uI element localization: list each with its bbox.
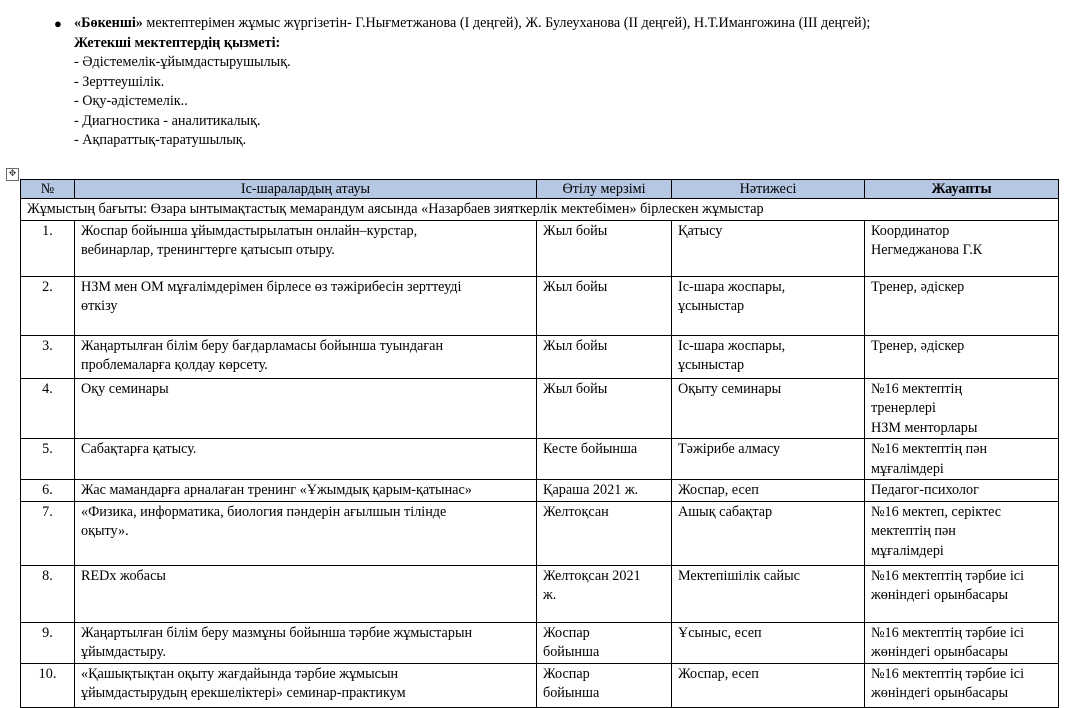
- event-result: [672, 276, 865, 335]
- row-number: 2.: [21, 276, 75, 335]
- event-result: [672, 622, 865, 663]
- row-number: 3.: [21, 335, 75, 378]
- event-result: [672, 335, 865, 378]
- event-responsible: [865, 335, 1059, 378]
- event-name-line: ұйымдастыру.: [81, 644, 166, 660]
- event-name-line: вебинарлар, тренингтерге қатысып отыру.: [81, 242, 335, 258]
- event-name-line: Жас мамандарға арналаған тренинг «Ұжымдық қарым-қатынас»: [81, 482, 472, 498]
- event-name-line: REDx жобасы: [81, 567, 166, 584]
- event-deadline-line: ж.: [543, 587, 557, 603]
- function-item: - Оқу-әдістемелік..: [74, 93, 188, 109]
- event-result-line: Іс-шара жоспары,: [678, 278, 786, 295]
- event-name: [75, 220, 537, 276]
- event-result: [672, 220, 865, 276]
- table-row: [21, 276, 1059, 335]
- bullet-text: мектептерімен жұмыс жүргізетін- Г.Нығметжанова (І деңгей), Ж. Булеуханова (ІІ деңгей), Н.Т.Имангожина (ІІІ деңгей);: [142, 15, 871, 31]
- event-responsible: [865, 622, 1059, 663]
- header-responsible: Жауапты: [865, 180, 1059, 199]
- event-deadline: [537, 378, 672, 439]
- event-result: [672, 378, 865, 439]
- event-responsible-line: мұғалімдері: [871, 460, 944, 477]
- event-result: [672, 439, 865, 480]
- event-deadline: [537, 439, 672, 480]
- event-name: [75, 480, 537, 502]
- event-responsible-line: №16 мектеп, серіктес: [871, 503, 1002, 520]
- school-name: «Бөкенші»: [74, 15, 143, 31]
- event-responsible-line: мектептің пән: [871, 523, 956, 539]
- row-number: 7.: [21, 501, 75, 565]
- event-name-line: НЗМ мен ОМ мұғалімдерімен бірлесе өз тәжірибесін зерттеуді: [81, 278, 462, 295]
- event-name-line: Жаңартылған білім беру мазмұны бойынша тәрбие жұмыстарын: [81, 624, 473, 641]
- table-row: [21, 663, 1059, 707]
- event-deadline: [537, 622, 672, 663]
- event-deadline-line: Жоспар: [543, 665, 590, 682]
- event-responsible-line: жөніндегі орынбасары: [871, 587, 1009, 603]
- event-result-line: Тәжірибе алмасу: [678, 441, 781, 457]
- table-row: [21, 480, 1059, 502]
- event-responsible-line: Тренер, әдіскер: [871, 337, 965, 354]
- event-responsible: [865, 378, 1059, 439]
- table-header-row: [21, 180, 1059, 199]
- event-result: [672, 663, 865, 707]
- event-result: [672, 501, 865, 565]
- header-num: №: [21, 180, 75, 199]
- event-name-line: Сабақтарға қатысу.: [81, 441, 197, 457]
- event-responsible-line: №16 мектептің: [871, 380, 963, 397]
- table-row: [21, 622, 1059, 663]
- event-responsible: [865, 565, 1059, 622]
- function-item: - Әдістемелік-ұйымдастырушылық.: [74, 54, 291, 70]
- event-responsible: [865, 663, 1059, 707]
- event-responsible-line: мұғалімдері: [871, 542, 944, 559]
- event-responsible-line: №16 мектептің тәрбие ісі: [871, 624, 1025, 641]
- event-deadline-line: Желтоқсан: [543, 503, 609, 520]
- function-item: - Ақпараттық-таратушылық.: [74, 132, 247, 148]
- event-name: [75, 378, 537, 439]
- event-deadline-line: Кесте бойынша: [543, 441, 638, 457]
- event-responsible: [865, 480, 1059, 502]
- event-responsible-line: жөніндегі орынбасары: [871, 644, 1009, 660]
- event-deadline: [537, 663, 672, 707]
- event-responsible: [865, 439, 1059, 480]
- event-name: [75, 439, 537, 480]
- intro-block: [52, 14, 1052, 151]
- event-deadline-line: Жыл бойы: [543, 337, 608, 354]
- table-row: [21, 501, 1059, 565]
- event-deadline: [537, 220, 672, 276]
- event-responsible-line: Негмеджанова Г.К: [871, 242, 983, 258]
- event-responsible-line: Тренер, әдіскер: [871, 278, 965, 295]
- function-item: - Диагностика - аналитикалық.: [74, 112, 261, 129]
- event-name: [75, 622, 537, 663]
- event-result: [672, 565, 865, 622]
- header-deadline: Өтілу мерзімі: [537, 180, 672, 199]
- event-result-line: ұсыныстар: [678, 357, 745, 373]
- event-name: [75, 276, 537, 335]
- section-row: [21, 199, 1059, 221]
- event-name: [75, 335, 537, 378]
- bullet-paragraph: [52, 14, 1052, 34]
- event-responsible: [865, 220, 1059, 276]
- event-deadline: [537, 335, 672, 378]
- event-name-line: өткізу: [81, 298, 118, 314]
- event-responsible-line: жөніндегі орынбасары: [871, 685, 1009, 701]
- event-responsible-line: Координатор: [871, 222, 950, 239]
- event-deadline-line: бойынша: [543, 644, 600, 660]
- event-responsible: [865, 501, 1059, 565]
- event-deadline-line: Жыл бойы: [543, 380, 608, 397]
- table-row: [21, 565, 1059, 622]
- event-deadline: [537, 276, 672, 335]
- event-responsible-line: №16 мектептің тәрбие ісі: [871, 665, 1025, 682]
- event-deadline-line: Желтоқсан 2021: [543, 567, 641, 584]
- table-move-handle-icon[interactable]: ✥: [6, 168, 19, 181]
- event-deadline-line: бойынша: [543, 685, 600, 701]
- header-result: Нәтижесі: [672, 180, 865, 199]
- row-number: 8.: [21, 565, 75, 622]
- event-result-line: Мектепішілік сайыс: [678, 567, 800, 584]
- event-name-line: Оқу семинары: [81, 380, 169, 397]
- event-deadline-line: Қараша 2021 ж.: [543, 482, 639, 498]
- event-deadline-line: Жоспар: [543, 624, 590, 641]
- row-number: 4.: [21, 378, 75, 439]
- event-responsible-line: тренерлері: [871, 400, 936, 416]
- table-row: [21, 378, 1059, 439]
- row-number: 9.: [21, 622, 75, 663]
- function-item: - Зерттеушілік.: [74, 73, 165, 90]
- event-result-line: Оқыту семинары: [678, 380, 782, 397]
- event-name: [75, 565, 537, 622]
- event-name-line: проблемаларға қолдау көрсету.: [81, 357, 268, 373]
- row-number: 6.: [21, 480, 75, 502]
- event-responsible-line: Педагог-психолог: [871, 482, 979, 498]
- functions-list: [52, 34, 1052, 151]
- section-title: Жұмыстың бағыты: Өзара ынтымақтастық мемарандум аясында «Назарбаев зияткерлік мектебімен» бірлескен жұмыстар: [21, 199, 1059, 221]
- row-number: 5.: [21, 439, 75, 480]
- table-row: [21, 335, 1059, 378]
- event-name-line: «Физика, информатика, биология пәндерін ағылшын тілінде: [81, 503, 447, 520]
- event-deadline: [537, 501, 672, 565]
- functions-title: Жетекші мектептердің қызметі:: [74, 34, 281, 51]
- event-result: [672, 480, 865, 502]
- event-result-line: Жоспар, есеп: [678, 665, 759, 682]
- event-name: [75, 663, 537, 707]
- events-table: [20, 179, 1059, 708]
- header-name: Іс-шаралардың атауы: [75, 180, 537, 199]
- event-deadline: [537, 565, 672, 622]
- table-row: [21, 439, 1059, 480]
- event-result-line: Ұсыныс, есеп: [678, 624, 762, 641]
- event-deadline: [537, 480, 672, 502]
- event-deadline-line: Жыл бойы: [543, 222, 608, 239]
- event-name-line: Жаңартылған білім беру бағдарламасы бойынша туындаған: [81, 337, 444, 354]
- event-responsible: [865, 276, 1059, 335]
- event-deadline-line: Жыл бойы: [543, 278, 608, 295]
- event-name-line: ұйымдастырудың ерекшеліктері» семинар-практикум: [81, 685, 406, 701]
- event-result-line: Ашық сабақтар: [678, 503, 773, 520]
- event-name-line: оқыту».: [81, 523, 129, 539]
- event-responsible-line: №16 мектептің тәрбие ісі: [871, 567, 1025, 584]
- event-result-line: Жоспар, есеп: [678, 482, 759, 498]
- event-responsible-line: №16 мектептің пән: [871, 441, 988, 457]
- event-result-line: Іс-шара жоспары,: [678, 337, 786, 354]
- table-row: [21, 220, 1059, 276]
- bullet-icon: ●: [54, 16, 62, 31]
- event-result-line: Қатысу: [678, 222, 723, 239]
- event-name-line: Жоспар бойынша ұйымдастырылатын онлайн–курстар,: [81, 222, 418, 239]
- event-responsible-line: НЗМ менторлары: [871, 419, 978, 436]
- row-number: 10.: [21, 663, 75, 707]
- event-name: [75, 501, 537, 565]
- event-result-line: ұсыныстар: [678, 298, 745, 314]
- event-name-line: «Қашықтықтан оқыту жағдайында тәрбие жұмысын: [81, 665, 399, 682]
- row-number: 1.: [21, 220, 75, 276]
